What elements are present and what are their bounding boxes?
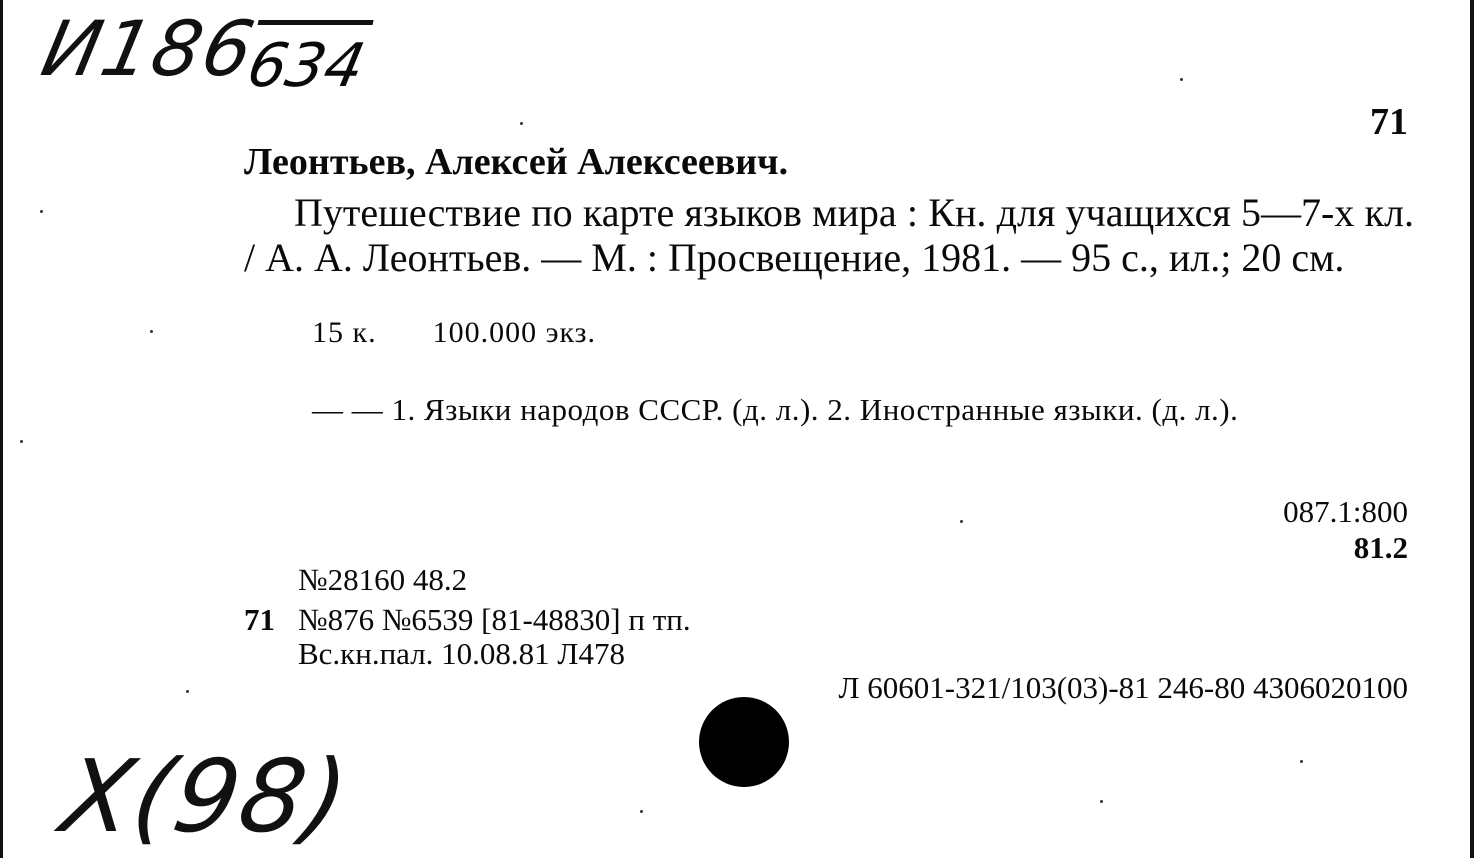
publisher-code-line: Л 60601-321/103(03)-81 246-80 4306020100 [838,670,1408,705]
speck [186,690,189,693]
handwritten-note: X(98) [53,738,359,855]
bbk-index: 81.2 [1353,530,1408,565]
speck [20,440,23,443]
price: 15 к. [312,316,377,349]
speck [150,330,153,333]
handwritten-shelfmark: И186 [34,4,264,93]
speck [960,520,963,523]
card-left-edge [0,0,3,858]
speck [1300,760,1303,763]
udc-index: 087.1:800 [1283,494,1408,529]
handwritten-shelfmark-fraction: 634 [241,20,373,101]
punch-hole [699,697,789,787]
card-number: 71 [1370,101,1408,143]
speck [640,810,643,813]
card-right-edge [1470,0,1474,858]
author-heading: Леонтьев, Алексей Алексеевич. [244,141,789,183]
bibliographic-description: Путешествие по карте языков мира : Кн. для учащихся 5—7-х кл. / А. А. Леонтьев. — М. : Просвещение, 1981. — 95 с., ил.; 20 см. [244,190,1414,280]
speck [520,122,523,125]
subject-headings: — — 1. Языки народов СССР. (д. л.). 2. Иностранные языки. (д. л.). [312,392,1239,427]
speck [1100,800,1103,803]
registration-line-3: Вс.кн.пал. 10.08.81 Л478 [298,636,625,671]
registration-line-1: №28160 48.2 [298,562,468,597]
price-line [312,316,596,350]
registration-line-2: №876 №6539 [81-48830] п тп. [298,602,691,637]
print-run: 100.000 экз. [432,316,596,349]
speck [40,210,43,213]
registration-card-number: 71 [244,602,275,637]
speck [1180,78,1183,81]
